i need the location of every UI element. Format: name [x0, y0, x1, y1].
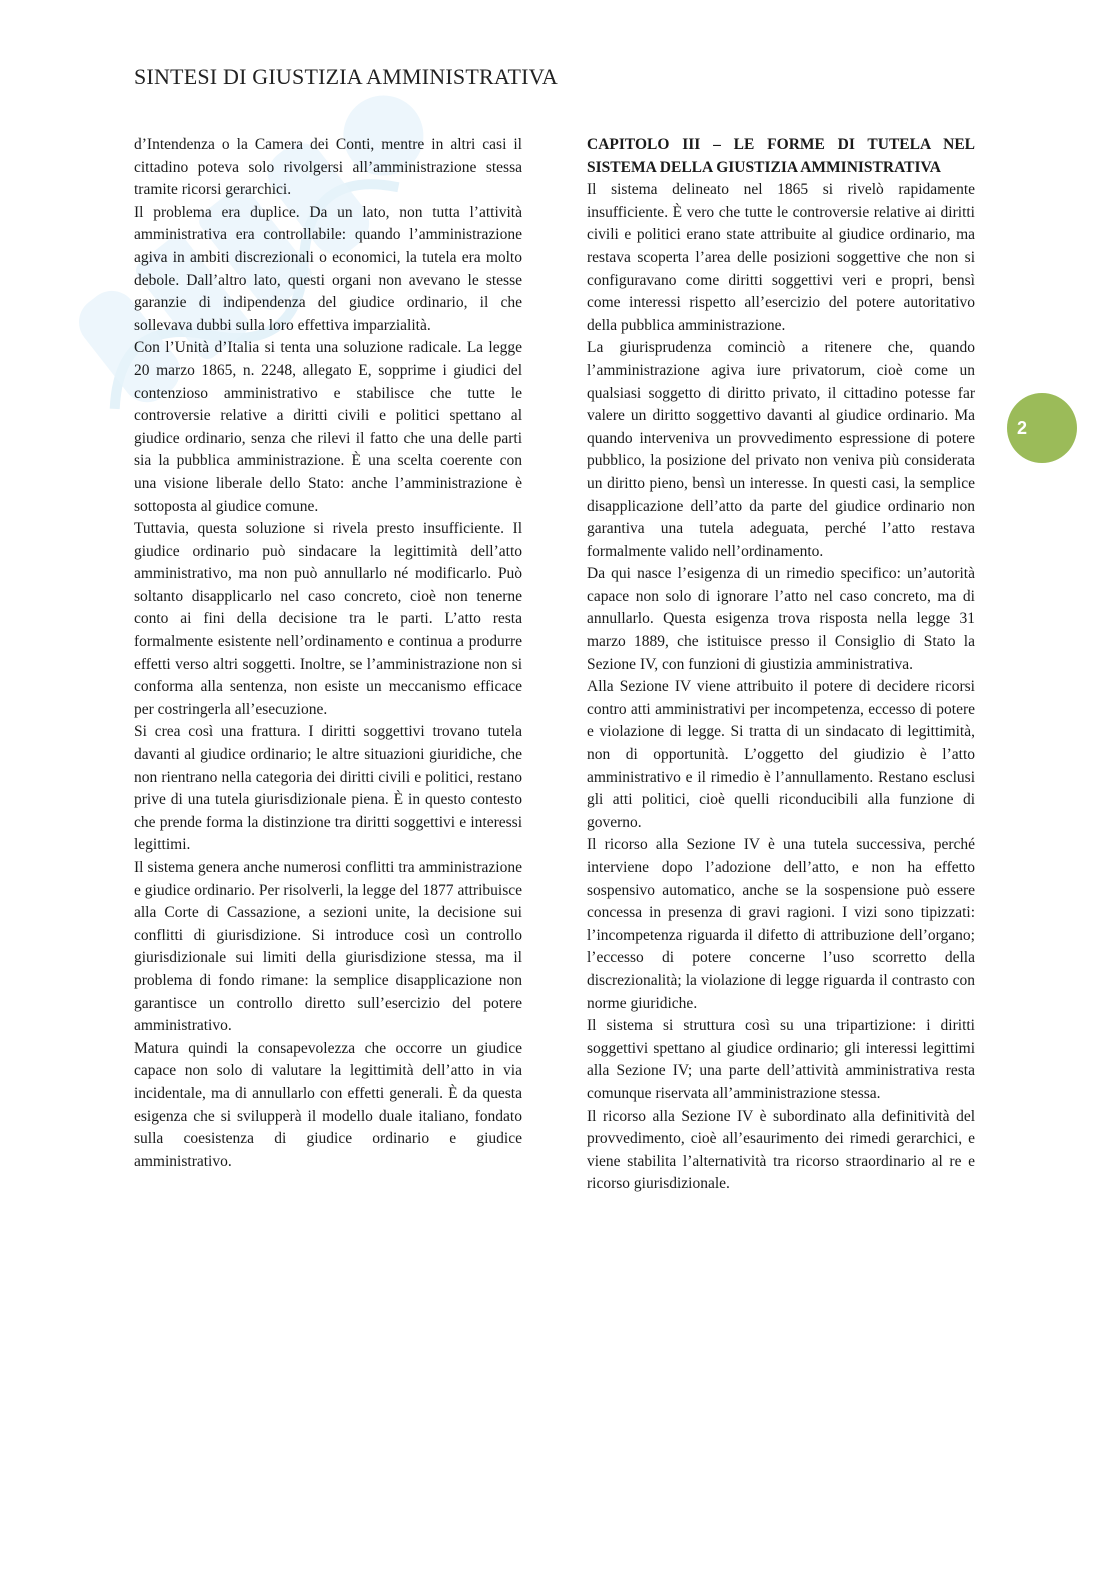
paragraph: Da qui nasce l’esigenza di un rimedio specifico: un’autorità capace non solo di ignorare l’atto nel caso concreto, ma di annullarlo. Questa esigenza trova risposta nella legge 31 marzo 1889, che istituisce presso il Consiglio di Stato la Sezione IV, con funzioni di giustizia amministrativa.	[587, 565, 975, 673]
paragraph: Con l’Unità d’Italia si tenta una soluzione radicale. La legge 20 marzo 1865, n. 2248, allegato E, sopprime i giudici del contenzioso amministrativo e stabilisce che tutte le controversie relative a diritti civili e politici spettano al giudice ordinario, senza che rilevi il fatto che una delle parti sia la pubblica amministrazione. È una scelta coerente con una visione liberale dello Stato: anche l’amministrazione è sottoposta al giudice comune.	[134, 339, 522, 515]
paragraph: La giurisprudenza cominciò a ritenere che, quando l’amministrazione agiva iure privatorum, cioè come un qualsiasi soggetto di diritto privato, il cittadino potesse far valere un diritto soggettivo davanti al giudice ordinario. Ma quando interveniva un provvedimento espressione di potere pubblico, la posizione del privato non veniva più considerata un diritto pieno, bensì un interesse. In questi casi, la semplice disapplicazione dell’atto da parte del giudice ordinario non garantiva una tutela adeguata, perché l’atto restava formalmente valido nell’ordinamento.	[587, 339, 975, 560]
paragraph: Il sistema delineato nel 1865 si rivelò rapidamente insufficiente. È vero che tutte le controversie relative ai diritti civili e politici erano state attribuite al giudice ordinario, ma restava scoperta l’area delle posizioni soggettive che non si configuravano come diritti soggettivi veri e propri, bensì come interessi rispetto all’esercizio del potere autoritativo della pubblica amministrazione.	[587, 181, 975, 334]
paragraph: Alla Sezione IV viene attribuito il potere di decidere ricorsi contro atti amministrativi per incompetenza, eccesso di potere e violazione di legge. Si tratta di un sindacato di legittimità, non di opportunità. L’oggetto del giudizio è l’atto amministrativo e il rimedio è l’annullamento. Restano esclusi gli atti politici, cioè quelli riconducibili alla funzione di governo.	[587, 678, 975, 831]
paragraph: d’Intendenza o la Camera dei Conti, mentre in altri casi il cittadino poteva solo rivolgersi all’amministrazione stessa tramite ricorsi gerarchici.	[134, 136, 522, 199]
paragraph: Il sistema genera anche numerosi conflitti tra amministrazione e giudice ordinario. Per risolverli, la legge del 1877 attribuisce alla Corte di Cassazione, a sezioni unite, la decisione sui conflitti di giurisdizione. Si introduce così un controllo giurisdizionale sui limiti della giurisdizione stessa, ma il problema di fondo rimane: la semplice disapplicazione non garantisce un controllo diretto sull’esercizio del potere amministrativo.	[134, 859, 522, 1035]
paragraph: Il ricorso alla Sezione IV è una tutela successiva, perché interviene dopo l’adozione dell’atto, e non ha effetto sospensivo automatico, anche se la sospensione può essere concessa in presenza di gravi ragioni. I vizi sono tipizzati: l’incompetenza riguarda il difetto di attribuzione dell’organo; l’eccesso di potere concerne l’uso scorretto della discrezionalità; la violazione di legge riguarda il contrasto con norme giuridiche.	[587, 836, 975, 1012]
chapter-title: CAPITOLO III – LE FORME DI TUTELA NEL SISTEMA DELLA GIUSTIZIA AMMINISTRATIVA	[587, 136, 975, 176]
page-number-badge: 2	[1007, 393, 1077, 463]
right-text-column	[587, 134, 975, 1196]
paragraph: Tuttavia, questa soluzione si rivela presto insufficiente. Il giudice ordinario può sindacare la legittimità dell’atto amministrativo, ma non può annullarlo né modificarlo. Può soltanto disapplicarlo nel caso concreto, cioè non tenerne conto ai fini della decisione tra le parti. L’atto resta formalmente esistente nell’ordinamento e continua a produrre effetti verso altri soggetti. Inoltre, se l’amministrazione non si conforma alla sentenza, non esiste un meccanismo efficace per costringerla all’esecuzione.	[134, 520, 522, 718]
paragraph: Il ricorso alla Sezione IV è subordinato alla definitività del provvedimento, cioè all’esaurimento dei rimedi gerarchici, e viene stabilita l’alternatività tra ricorso straordinario al re e ricorso giurisdizionale.	[587, 1107, 975, 1193]
page-header-title: SINTESI DI GIUSTIZIA AMMINISTRATIVA	[134, 64, 558, 89]
left-text-column	[134, 134, 522, 1173]
paragraph: Si crea così una frattura. I diritti soggettivi trovano tutela davanti al giudice ordinario; le altre situazioni giuridiche, che non rientrano nella categoria dei diritti civili e politici, restano prive di una tutela giurisdizionale piena. È in questo contesto che prende forma la distinzione tra diritti soggettivi e interessi legittimi.	[134, 723, 522, 854]
paragraph: Il problema era duplice. Da un lato, non tutta l’attività amministrativa era controllabile: quando l’amministrazione agiva in ambiti discrezionali o economici, la tutela era molto debole. Dall’altro lato, questi organi non avevano le stesse garanzie di indipendenza del giudice ordinario, il che sollevava dubbi sulla loro effettiva imparzialità.	[134, 203, 522, 334]
paragraph: Matura quindi la consapevolezza che occorre un giudice capace non solo di valutare la legittimità dell’atto in via incidentale, ma di annullarlo con effetti generali. È da questa esigenza che si svilupperà il modello duale italiano, fondato sulla coesistenza di giudice ordinario e giudice amministrativo.	[134, 1039, 522, 1170]
paragraph: Il sistema si struttura così su una tripartizione: i diritti soggettivi spettano al giudice ordinario; gli interessi legittimi alla Sezione IV; una parte dell’attività amministrativa resta comunque riservata all’amministrazione stessa.	[587, 1017, 975, 1102]
